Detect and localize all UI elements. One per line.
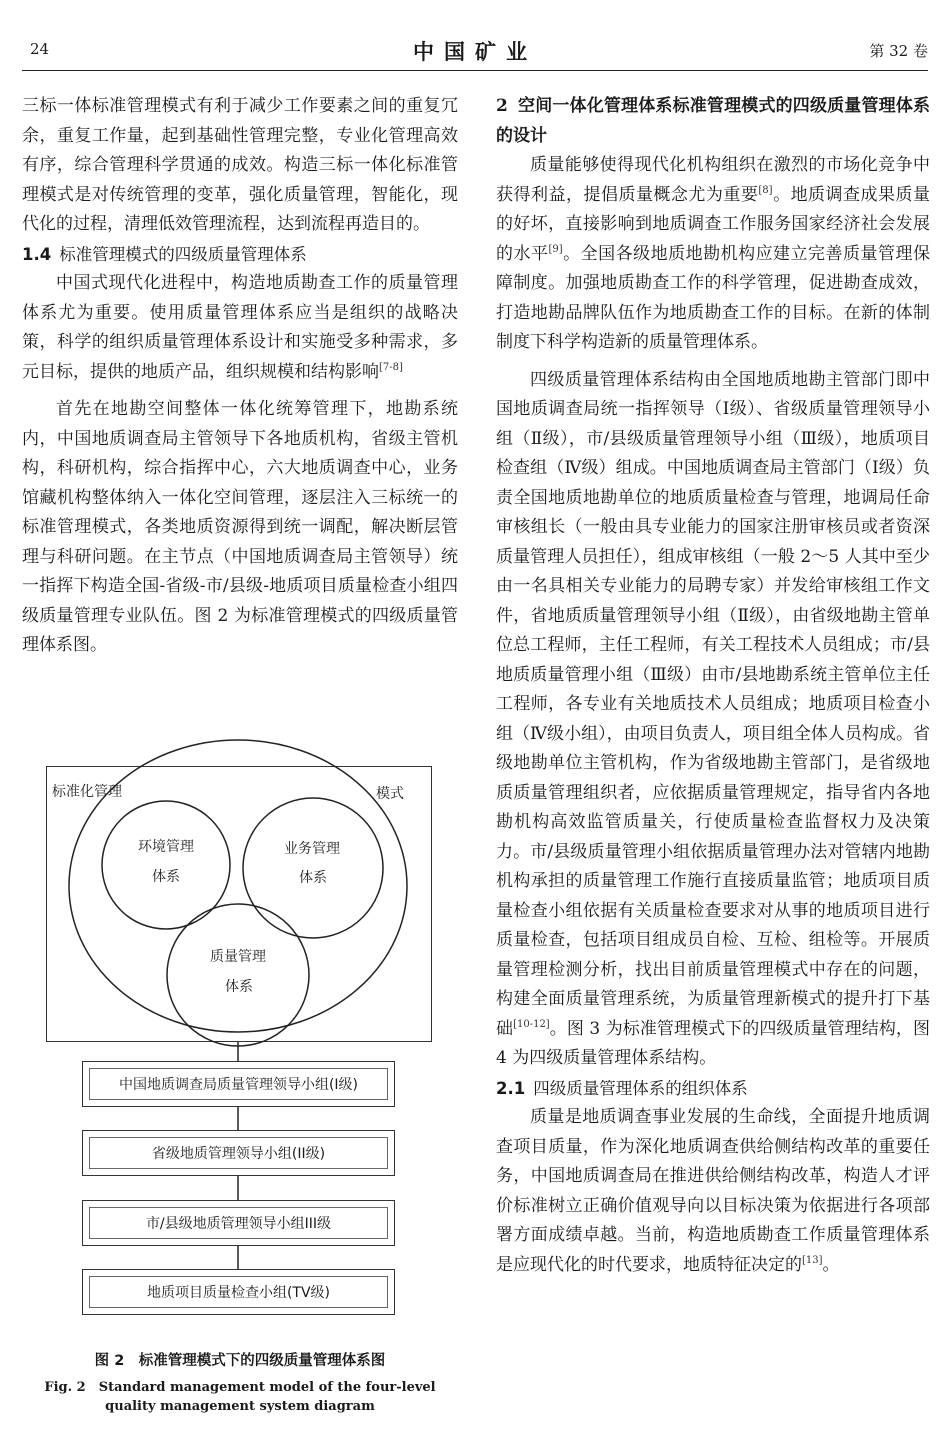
paragraph [496,1103,930,1280]
paragraph-text: 。全国各级地质地勘机构应建立完善质量管理保障制度。加强地质勘查工作的科学管理，促进勘查成效，打造地勘品牌队伍作为地质勘查工作的目标。在新的体制制度下科学构造新的质量管理体系。 [496,243,931,352]
paragraph: 首先在地勘空间整体一体化统筹管理下，地勘系统内，中国地质调查局主管领导下各地质机构，省级主管机构，科研机构，综合指挥中心，六大地质调查中心，业务馆藏机构整体纳入一体化空间管理，逐层注入三标统一的标准管理模式，各类地质资源得到统一调配，解决断层管理与科研问题。在主节点（中国地质调查局主管领导）统一指挥下构造全国-省级-市/县级-地质项目质量检查小组四级质量管理专业队伍。图 2 为标准管理模式的四级质量管理体系图。 [22,399,458,655]
quality-circle [167,904,309,1046]
volume-label: 第 32 卷 [869,42,928,60]
level-box-2 [82,1130,395,1176]
level-box-1 [82,1061,395,1107]
section-heading-2 [496,92,930,151]
citation: [10-12] [513,1018,550,1030]
section-title: 四级质量管理体系的组织体系 [533,1078,748,1098]
circle-label: 质量管理 [210,949,266,965]
label-standardized-management: 标准化管理 [52,784,122,800]
citation: [7-8] [379,361,403,373]
figure-caption-en: quality management system diagram [105,1399,375,1414]
section-number: 1.4 [22,244,52,264]
figure-caption-en: Fig. 2 Standard management model of the four-level [44,1380,436,1395]
level-box-3 [82,1200,395,1246]
level-label: 中国地质调查局质量管理领导小组(I级) [118,1077,359,1093]
section-number: 2 [496,96,508,116]
right-column [496,92,930,1280]
paragraph-text: 。 [822,1254,840,1275]
citation: [8] [758,184,773,196]
page-number: 24 [30,40,50,58]
paragraph-text: 四级质量管理体系结构由全国地质地勘主管部门即中国地质调查局统一指挥领导（Ⅰ级）、省级质量管理领导小组（Ⅱ级），市/县级质量管理领导小组（Ⅲ级），地质项目检查组（Ⅳ级）组成。中国地质调查局主管部门（Ⅰ级）负责全国地质地勘单位的地质质量检查与管理，地调局任命审核组长（一般由具专业能力的国家注册审核员或者资深质量管理人员担任），组成审核组（一般 2～5 人其中至少由一名具相关专业能力的局聘专家）并发给审核组工作文件，省地质质量管理领导小组（Ⅱ级），由省级地勘主管单位总工程师，主任工程师，有关工程技术人员组成；市/县地质质量管理小组（Ⅲ级）由市/县地勘系统主管单位主任工程师，各专业有关地质技术人员组成；地质项目检查小组（Ⅳ级小组），由项目负责人，项目组全体人员构成。省级地勘单位主管机构，作为省级地勘主管部门，是省级地质质量管理组织者，应依据质量管理规定，指导省内各地勘机构高效监管质量关，行使质量检查监督权力及决策力。市/县级质量管理小组依据质量管理办法对管辖内地勘机构承担的质量管理工作施行直接质量监管；地质项目质量检查小组依据有关质量检查要求对从事的地质项目进行质量检查，包括项目组成员自检、互检、组检等。开展质量管理检测分析，找出目前质量管理模式中存在的问题，构建全面质量管理系统，为质量管理新模式的提升打下基础 [496,369,930,1039]
circle-label: 体系 [152,869,180,885]
paragraph [496,366,930,1074]
level-label: 市/县级地质管理领导小组III级 [145,1216,332,1232]
paragraph-text: 中国式现代化进程中，构造地质勘查工作的质量管理体系尤为重要。使用质量管理体系应当是组织的战略决策，科学的组织质量管理体系设计和实施受多种需求，多元目标，提供的地质产品，组织规模和结构影响 [22,273,458,382]
circle-label: 体系 [225,979,253,995]
paragraph-text: 。图 3 为标准管理模式下的四级质量管理结构，图 4 为四级质量管理体系结构。 [496,1018,931,1068]
level-label: 地质项目质量检查小组(TV级) [146,1285,331,1301]
section-title: 标准管理模式的四级质量管理体系 [59,244,307,264]
level-box-4 [82,1269,395,1315]
figure-caption-cn: 图 2 标准管理模式下的四级质量管理体系图 [94,1353,386,1369]
paragraph [496,151,930,358]
paragraph-text: 。地质调查成果质量的好坏，直接影响到地质调查工作服务国家经济社会发展的水平 [496,184,931,264]
section-title: 空间一体化管理体系标准管理模式的四级质量管理体系的设计 [496,96,930,146]
citation: [13] [802,1254,823,1266]
section-number: 2.1 [496,1078,526,1098]
subsection-heading-2-1 [496,1074,930,1104]
paragraph-text: 质量能够使得现代化机构组织在激烈的市场化竞争中获得利益，提倡质量概念尤为重要 [496,155,930,205]
paragraph-text: 质量是地质调查事业发展的生命线，全面提升地质调查项目质量，作为深化地质调查供给侧结构改革的重要任务，中国地质调查局在推进供给侧结构改革，构造人才评价标准树立正确价值观导向以目标决策为依据进行各项部署方面成绩卓越。当前，构造地质勘查工作质量管理体系是应现代化的时代要求，地质特征决定的 [496,1107,930,1275]
paragraph: 三标一体标准管理模式有利于减少工作要素之间的重复冗余，重复工作量，起到基础性管理完整，专业化管理高效有序，综合管理科学贯通的成效。构造三标一体化标准管理模式是对传统管理的变革，强化质量管理，智能化，现代化的过程，清理低效管理流程，达到流程再造目的。 [22,96,458,234]
label-mode: 模式 [376,786,404,802]
circle-label: 环境管理 [138,839,194,855]
circle-label: 业务管理 [284,841,340,857]
level-label: 省级地质管理领导小组(II级) [151,1146,326,1162]
circle-label: 体系 [299,870,327,886]
journal-title: 中国矿业 [413,40,537,64]
citation: [9] [548,243,563,255]
